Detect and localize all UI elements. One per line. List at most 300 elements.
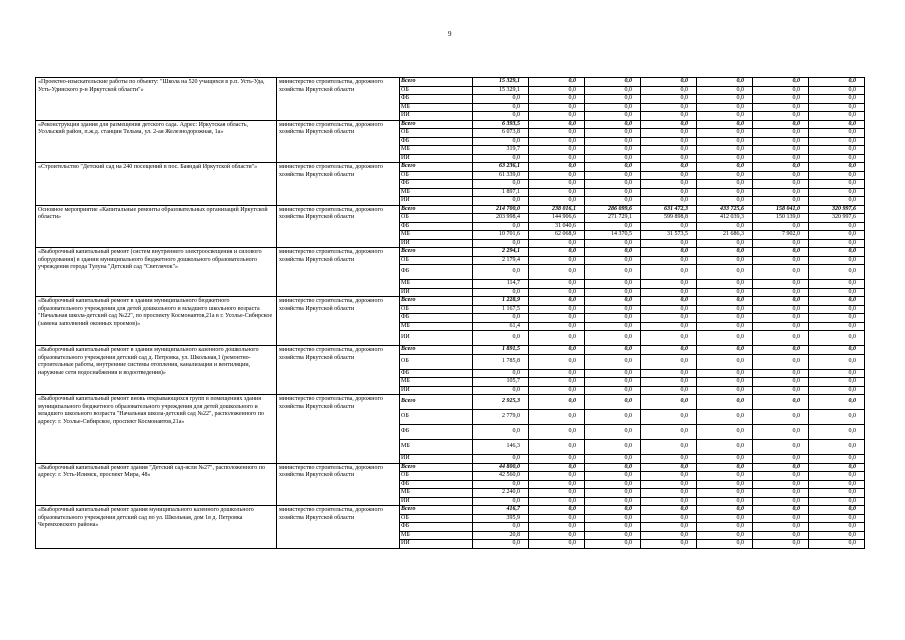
amount-cell: 144 906,6	[529, 214, 585, 223]
amount-cell: 0,0	[697, 378, 753, 387]
amount-cell: 0,0	[809, 369, 865, 378]
amount-cell: 0,0	[697, 410, 753, 425]
amount-cell: 0,0	[809, 239, 865, 248]
funding-source-label: ФБ	[400, 480, 473, 489]
amount-cell: 0,0	[753, 489, 809, 498]
amount-cell: 0,0	[529, 506, 585, 515]
funding-source-label: ИИ	[400, 154, 473, 163]
amount-cell: 0,0	[809, 86, 865, 95]
amount-cell: 0,0	[641, 248, 697, 257]
activity-name: Основное мероприятие «Капитальные ремонты образовательных организаций Иркутской области»	[36, 205, 277, 248]
amount-cell: 0,0	[585, 112, 641, 121]
amount-cell: 0,0	[585, 440, 641, 455]
funding-source-label: ИИ	[400, 331, 473, 346]
amount-cell: 0,0	[809, 231, 865, 240]
amount-cell: 0,0	[697, 395, 753, 410]
amount-cell: 0,0	[809, 354, 865, 369]
amount-cell: 0,0	[809, 171, 865, 180]
amount-cell: 0,0	[809, 129, 865, 138]
amount-cell: 0,0	[809, 540, 865, 549]
responsible-organization: министерство строительства, дорожного хозяйства Иркутской области	[277, 120, 400, 163]
amount-cell: 0,0	[641, 103, 697, 112]
amount-cell: 0,0	[473, 455, 529, 464]
responsible-organization: министерство строительства, дорожного хозяйства Иркутской области	[277, 463, 400, 506]
amount-cell: 0,0	[809, 137, 865, 146]
amount-cell: 0,0	[529, 239, 585, 248]
funding-source-label: ОБ	[400, 472, 473, 481]
amount-cell: 0,0	[585, 531, 641, 540]
amount-cell: 0,0	[585, 314, 641, 323]
table-row	[36, 163, 865, 172]
activity-name: «Выборочный капитальный ремонт (систем внутреннего электроосвещения и силового оборудования) в здании муниципального бюджетного дошкольного образовательного учреждения города Тулуна "Детский сад "Светлячок"»	[36, 248, 277, 297]
amount-cell: 0,0	[641, 489, 697, 498]
amount-cell: 0,0	[473, 95, 529, 104]
amount-cell: 319,7	[473, 146, 529, 155]
amount-cell: 0,0	[529, 265, 585, 280]
amount-cell: 433 725,6	[697, 205, 753, 214]
funding-source-label: Всего	[400, 297, 473, 306]
amount-cell: 0,0	[641, 305, 697, 314]
amount-cell: 0,0	[641, 331, 697, 346]
amount-cell: 0,0	[641, 369, 697, 378]
amount-cell: 0,0	[585, 137, 641, 146]
funding-source-label: ФБ	[400, 314, 473, 323]
amount-cell: 0,0	[585, 331, 641, 346]
amount-cell: 0,0	[641, 120, 697, 129]
amount-cell: 0,0	[641, 171, 697, 180]
funding-source-label: ОБ	[400, 171, 473, 180]
amount-cell: 0,0	[641, 112, 697, 121]
amount-cell: 0,0	[697, 197, 753, 206]
amount-cell: 0,0	[529, 288, 585, 297]
amount-cell: 0,0	[529, 197, 585, 206]
amount-cell: 0,0	[529, 137, 585, 146]
responsible-organization: министерство строительства, дорожного хозяйства Иркутской области	[277, 78, 400, 121]
amount-cell: 0,0	[809, 103, 865, 112]
amount-cell: 0,0	[753, 480, 809, 489]
amount-cell: 412 039,3	[697, 214, 753, 223]
amount-cell: 0,0	[697, 86, 753, 95]
page-number: 9	[448, 30, 452, 38]
amount-cell: 61,4	[473, 322, 529, 331]
amount-cell: 0,0	[585, 180, 641, 189]
amount-cell: 0,0	[585, 497, 641, 506]
amount-cell: 0,0	[809, 197, 865, 206]
amount-cell: 320 997,6	[809, 205, 865, 214]
amount-cell: 0,0	[753, 129, 809, 138]
amount-cell: 0,0	[753, 146, 809, 155]
amount-cell: 238 016,1	[529, 205, 585, 214]
funding-source-label: Всего	[400, 248, 473, 257]
amount-cell: 0,0	[529, 180, 585, 189]
amount-cell: 0,0	[641, 354, 697, 369]
amount-cell: 0,0	[641, 523, 697, 532]
amount-cell: 0,0	[529, 95, 585, 104]
amount-cell: 114,7	[473, 280, 529, 289]
amount-cell: 0,0	[697, 440, 753, 455]
amount-cell: 0,0	[753, 472, 809, 481]
amount-cell: 0,0	[529, 523, 585, 532]
funding-source-label: Всего	[400, 120, 473, 129]
amount-cell: 0,0	[529, 369, 585, 378]
responsible-organization: министерство строительства, дорожного хозяйства Иркутской области	[277, 163, 400, 206]
amount-cell: 0,0	[529, 395, 585, 410]
amount-cell: 0,0	[529, 163, 585, 172]
funding-table-body	[36, 78, 865, 549]
amount-cell: 0,0	[809, 256, 865, 265]
amount-cell: 0,0	[753, 463, 809, 472]
funding-source-label: ИИ	[400, 497, 473, 506]
funding-source-label: Всего	[400, 506, 473, 515]
amount-cell: 0,0	[529, 378, 585, 387]
amount-cell: 0,0	[697, 78, 753, 87]
funding-source-label: ОБ	[400, 129, 473, 138]
amount-cell: 0,0	[753, 346, 809, 355]
amount-cell: 0,0	[585, 86, 641, 95]
amount-cell: 0,0	[753, 103, 809, 112]
amount-cell: 0,0	[585, 489, 641, 498]
amount-cell: 0,0	[641, 425, 697, 440]
funding-source-label: МБ	[400, 280, 473, 289]
amount-cell: 0,0	[697, 354, 753, 369]
amount-cell: 0,0	[473, 386, 529, 395]
amount-cell: 0,0	[641, 137, 697, 146]
amount-cell: 0,0	[585, 95, 641, 104]
amount-cell: 0,0	[529, 154, 585, 163]
amount-cell: 0,0	[585, 248, 641, 257]
amount-cell: 0,0	[753, 514, 809, 523]
amount-cell: 0,0	[585, 395, 641, 410]
amount-cell: 0,0	[641, 531, 697, 540]
amount-cell: 0,0	[585, 197, 641, 206]
amount-cell: 0,0	[473, 288, 529, 297]
funding-source-label: Всего	[400, 163, 473, 172]
amount-cell: 0,0	[809, 154, 865, 163]
amount-cell: 0,0	[585, 425, 641, 440]
amount-cell: 2 179,4	[473, 256, 529, 265]
amount-cell: 0,0	[585, 171, 641, 180]
amount-cell: 599 898,8	[641, 214, 697, 223]
amount-cell: 0,0	[641, 463, 697, 472]
funding-source-label: МБ	[400, 188, 473, 197]
funding-source-label: МБ	[400, 322, 473, 331]
amount-cell: 0,0	[529, 188, 585, 197]
amount-cell: 63 236,1	[473, 163, 529, 172]
amount-cell: 0,0	[641, 288, 697, 297]
amount-cell: 0,0	[529, 531, 585, 540]
amount-cell: 2 240,0	[473, 489, 529, 498]
amount-cell: 0,0	[809, 489, 865, 498]
amount-cell: 1 891,5	[473, 346, 529, 355]
amount-cell: 0,0	[585, 239, 641, 248]
amount-cell: 0,0	[473, 103, 529, 112]
amount-cell: 0,0	[697, 425, 753, 440]
amount-cell: 0,0	[585, 410, 641, 425]
amount-cell: 0,0	[529, 489, 585, 498]
amount-cell: 0,0	[753, 188, 809, 197]
amount-cell: 214 700,0	[473, 205, 529, 214]
amount-cell: 1 897,1	[473, 188, 529, 197]
amount-cell: 61 339,0	[473, 171, 529, 180]
amount-cell: 0,0	[809, 480, 865, 489]
amount-cell: 0,0	[753, 163, 809, 172]
amount-cell: 0,0	[585, 472, 641, 481]
funding-source-label: ИИ	[400, 288, 473, 297]
activity-name: «Выборочный капитальный ремонт в здании муниципального казенного дошкольного образовательного учреждения детский сад д. Петровка, ул. Школьная,1 (ремонтно-строительные работы, внутренние системы отопления, канализации и вентиляции, наружные сети водоснабжения и водоотведения)»	[36, 346, 277, 395]
amount-cell: 0,0	[809, 410, 865, 425]
table-row	[36, 463, 865, 472]
funding-source-label: ОБ	[400, 514, 473, 523]
amount-cell: 0,0	[753, 120, 809, 129]
amount-cell: 0,0	[473, 265, 529, 280]
amount-cell: 0,0	[697, 472, 753, 481]
amount-cell: 0,0	[697, 171, 753, 180]
amount-cell: 0,0	[697, 256, 753, 265]
amount-cell: 0,0	[473, 314, 529, 323]
activity-name: «Проектно-изыскательские работы по объекту: "Школа на 520 учащихся в р.п. Усть-Уда, Усть-Удинского р-н Иркутской области"»	[36, 78, 277, 121]
amount-cell: 0,0	[697, 239, 753, 248]
funding-source-label: ИИ	[400, 239, 473, 248]
amount-cell: 2 925,3	[473, 395, 529, 410]
amount-cell: 0,0	[529, 86, 585, 95]
amount-cell: 0,0	[641, 188, 697, 197]
amount-cell: 0,0	[809, 331, 865, 346]
amount-cell: 0,0	[585, 280, 641, 289]
amount-cell: 0,0	[809, 222, 865, 231]
amount-cell: 0,0	[585, 378, 641, 387]
amount-cell: 1 228,9	[473, 297, 529, 306]
funding-source-label: Всего	[400, 463, 473, 472]
amount-cell: 0,0	[473, 137, 529, 146]
amount-cell: 0,0	[753, 256, 809, 265]
amount-cell: 0,0	[753, 331, 809, 346]
funding-source-label: МБ	[400, 146, 473, 155]
amount-cell: 0,0	[585, 146, 641, 155]
amount-cell: 0,0	[641, 386, 697, 395]
amount-cell: 105,7	[473, 378, 529, 387]
amount-cell: 0,0	[753, 395, 809, 410]
amount-cell: 0,0	[809, 188, 865, 197]
amount-cell: 0,0	[753, 497, 809, 506]
amount-cell: 150 139,0	[753, 214, 809, 223]
funding-source-label: МБ	[400, 489, 473, 498]
amount-cell: 0,0	[753, 95, 809, 104]
amount-cell: 0,0	[641, 472, 697, 481]
amount-cell: 0,0	[753, 455, 809, 464]
amount-cell: 0,0	[809, 314, 865, 323]
amount-cell: 0,0	[809, 248, 865, 257]
amount-cell: 0,0	[697, 523, 753, 532]
table-row	[36, 346, 865, 355]
amount-cell: 0,0	[809, 322, 865, 331]
amount-cell: 0,0	[753, 180, 809, 189]
amount-cell: 0,0	[809, 78, 865, 87]
amount-cell: 2 779,0	[473, 410, 529, 425]
amount-cell: 0,0	[529, 514, 585, 523]
amount-cell: 631 472,3	[641, 205, 697, 214]
amount-cell: 0,0	[753, 354, 809, 369]
amount-cell: 0,0	[753, 314, 809, 323]
amount-cell: 0,0	[641, 78, 697, 87]
amount-cell: 0,0	[753, 222, 809, 231]
amount-cell: 0,0	[697, 322, 753, 331]
funding-source-label: ИИ	[400, 455, 473, 464]
amount-cell: 0,0	[697, 112, 753, 121]
amount-cell: 0,0	[809, 472, 865, 481]
amount-cell: 0,0	[473, 331, 529, 346]
funding-table	[35, 77, 865, 549]
table-row	[36, 120, 865, 129]
amount-cell: 0,0	[753, 137, 809, 146]
amount-cell: 0,0	[641, 506, 697, 515]
amount-cell: 0,0	[473, 369, 529, 378]
funding-source-label: Всего	[400, 346, 473, 355]
amount-cell: 0,0	[585, 506, 641, 515]
amount-cell: 0,0	[697, 369, 753, 378]
amount-cell: 0,0	[529, 322, 585, 331]
amount-cell: 31 040,6	[529, 222, 585, 231]
amount-cell: 0,0	[641, 514, 697, 523]
amount-cell: 0,0	[641, 540, 697, 549]
amount-cell: 0,0	[529, 440, 585, 455]
amount-cell: 0,0	[641, 86, 697, 95]
amount-cell: 0,0	[641, 146, 697, 155]
amount-cell: 0,0	[809, 280, 865, 289]
amount-cell: 6 073,8	[473, 129, 529, 138]
responsible-organization: министерство строительства, дорожного хозяйства Иркутской области	[277, 297, 400, 346]
amount-cell: 0,0	[529, 314, 585, 323]
amount-cell: 0,0	[753, 305, 809, 314]
amount-cell: 0,0	[529, 256, 585, 265]
amount-cell: 0,0	[809, 514, 865, 523]
amount-cell: 0,0	[641, 280, 697, 289]
amount-cell: 0,0	[809, 425, 865, 440]
amount-cell: 0,0	[809, 95, 865, 104]
amount-cell: 0,0	[641, 180, 697, 189]
amount-cell: 0,0	[641, 163, 697, 172]
amount-cell: 0,0	[529, 78, 585, 87]
amount-cell: 0,0	[641, 239, 697, 248]
amount-cell: 0,0	[809, 297, 865, 306]
amount-cell: 0,0	[809, 378, 865, 387]
amount-cell: 31 573,5	[641, 231, 697, 240]
amount-cell: 0,0	[753, 112, 809, 121]
amount-cell: 0,0	[585, 297, 641, 306]
funding-source-label: ОБ	[400, 410, 473, 425]
amount-cell: 0,0	[473, 425, 529, 440]
amount-cell: 0,0	[753, 197, 809, 206]
amount-cell: 0,0	[585, 322, 641, 331]
responsible-organization: министерство строительства, дорожного хозяйства Иркутской области	[277, 346, 400, 395]
amount-cell: 0,0	[697, 222, 753, 231]
amount-cell: 0,0	[473, 112, 529, 121]
funding-source-label: Всего	[400, 78, 473, 87]
amount-cell: 20,8	[473, 531, 529, 540]
amount-cell: 0,0	[529, 331, 585, 346]
amount-cell: 0,0	[641, 378, 697, 387]
amount-cell: 0,0	[585, 305, 641, 314]
amount-cell: 0,0	[585, 129, 641, 138]
amount-cell: 0,0	[809, 386, 865, 395]
amount-cell: 0,0	[473, 497, 529, 506]
amount-cell: 0,0	[529, 455, 585, 464]
amount-cell: 0,0	[641, 222, 697, 231]
amount-cell: 0,0	[641, 346, 697, 355]
amount-cell: 0,0	[585, 455, 641, 464]
amount-cell: 0,0	[641, 410, 697, 425]
amount-cell: 62 068,9	[529, 231, 585, 240]
funding-source-label: ФБ	[400, 180, 473, 189]
amount-cell: 0,0	[585, 480, 641, 489]
amount-cell: 0,0	[585, 540, 641, 549]
funding-source-label: ИИ	[400, 197, 473, 206]
amount-cell: 0,0	[753, 378, 809, 387]
funding-source-label: МБ	[400, 440, 473, 455]
amount-cell: 0,0	[585, 386, 641, 395]
amount-cell: 0,0	[809, 305, 865, 314]
amount-cell: 15 329,1	[473, 78, 529, 87]
table-row	[36, 297, 865, 306]
amount-cell: 0,0	[641, 497, 697, 506]
funding-source-label: Всего	[400, 205, 473, 214]
funding-source-label: ФБ	[400, 137, 473, 146]
amount-cell: 0,0	[473, 480, 529, 489]
amount-cell: 0,0	[809, 523, 865, 532]
amount-cell: 0,0	[641, 256, 697, 265]
amount-cell: 0,0	[585, 163, 641, 172]
amount-cell: 0,0	[809, 265, 865, 280]
amount-cell: 0,0	[753, 297, 809, 306]
amount-cell: 0,0	[529, 146, 585, 155]
amount-cell: 0,0	[753, 369, 809, 378]
funding-source-label: МБ	[400, 531, 473, 540]
amount-cell: 0,0	[809, 120, 865, 129]
amount-cell: 0,0	[473, 239, 529, 248]
amount-cell: 21 686,3	[697, 231, 753, 240]
amount-cell: 0,0	[641, 95, 697, 104]
funding-source-label: ИИ	[400, 112, 473, 121]
amount-cell: 158 041,0	[753, 205, 809, 214]
amount-cell: 0,0	[529, 120, 585, 129]
amount-cell: 0,0	[529, 540, 585, 549]
amount-cell: 0,0	[697, 188, 753, 197]
amount-cell: 0,0	[529, 472, 585, 481]
amount-cell: 0,0	[753, 265, 809, 280]
amount-cell: 0,0	[529, 354, 585, 369]
amount-cell: 286 099,6	[585, 205, 641, 214]
activity-name: «Строительство "Детский сад на 240 посещений в пос. Баяндай Иркутской области"»	[36, 163, 277, 206]
amount-cell: 0,0	[753, 86, 809, 95]
amount-cell: 0,0	[753, 440, 809, 455]
amount-cell: 0,0	[529, 171, 585, 180]
amount-cell: 0,0	[473, 523, 529, 532]
table-row	[36, 395, 865, 410]
amount-cell: 0,0	[697, 248, 753, 257]
amount-cell: 0,0	[809, 463, 865, 472]
activity-name: «Выборочный капитальный ремонт в здании муниципального бюджетного образовательного учреждения для детей дошкольного и младшего школьного возраста "Начальная школа-детский сад №22", по проспекту Космонавтов,21а в г. Усолье-Сибирское (замена заполнений оконных проемов)»	[36, 297, 277, 346]
amount-cell: 0,0	[697, 180, 753, 189]
funding-source-label: ФБ	[400, 523, 473, 532]
amount-cell: 0,0	[473, 222, 529, 231]
amount-cell: 0,0	[697, 386, 753, 395]
amount-cell: 0,0	[641, 322, 697, 331]
amount-cell: 0,0	[641, 480, 697, 489]
amount-cell: 320 997,6	[809, 214, 865, 223]
amount-cell: 0,0	[529, 410, 585, 425]
amount-cell: 6 393,5	[473, 120, 529, 129]
table-row	[36, 78, 865, 87]
amount-cell: 0,0	[473, 540, 529, 549]
